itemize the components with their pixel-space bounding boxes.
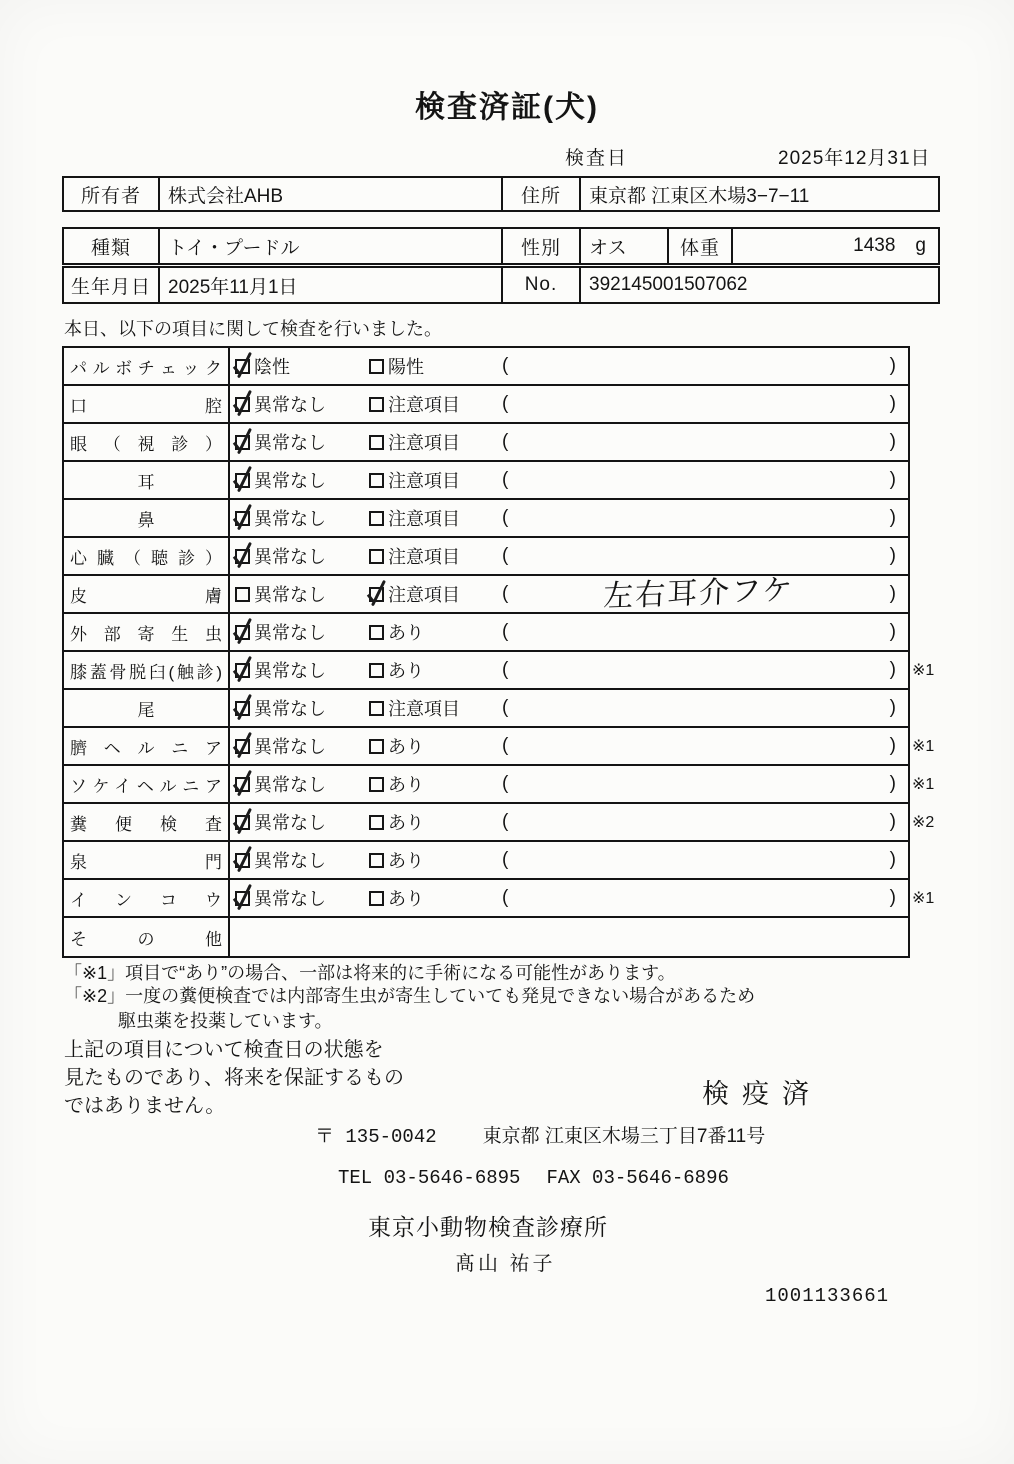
exam-note-parens [502, 348, 896, 384]
exam-option-2-label: あり [388, 661, 424, 681]
weight-value: 1438 [853, 235, 896, 256]
exam-item-cell [64, 652, 230, 688]
exam-item-label: 口腔 [70, 396, 222, 416]
exam-option-1-label: 異常なし [254, 433, 326, 453]
paren-open-glyph: ( [502, 393, 509, 414]
exam-note-parens [502, 386, 896, 422]
paren-close-glyph: ) [889, 849, 896, 870]
exam-note-parens [502, 573, 896, 614]
footnote-2 [64, 984, 755, 1034]
exam-handwritten-note [508, 701, 889, 714]
clinic-address: 東京都 江東区木場三丁目7番11号 [482, 1126, 766, 1147]
exam-item-cell [64, 766, 230, 802]
checkbox-icon [369, 891, 384, 906]
exam-item-label: インコウ [70, 890, 222, 910]
clinic-address-line [315, 1121, 765, 1148]
exam-option-2-label: あり [388, 813, 424, 833]
exam-row [64, 614, 908, 652]
address-label: 住所 [501, 176, 581, 212]
exam-handwritten-note [508, 891, 889, 904]
checkbox-icon [369, 511, 384, 526]
tel-number: TEL 03-5646-6895 [338, 1167, 521, 1189]
exam-option-1-label: 異常なし [254, 699, 326, 719]
exam-option-2 [369, 538, 460, 574]
exam-item-label: 膝蓋骨脱臼(触診) [70, 662, 222, 682]
disclaimer-line1: 上記の項目について検査日の状態を [64, 1039, 384, 1061]
footnote-2-line1: 「※2」一度の糞便検査では内部寄生虫が寄生していても発見できない場合があるため [64, 986, 756, 1006]
fax-number: FAX 03-5646-6896 [546, 1167, 729, 1189]
exam-option-2-label: あり [388, 889, 424, 909]
reference-mark: ※1 [912, 662, 935, 679]
veterinarian-name: 髙山 祐子 [455, 1253, 556, 1275]
checkbox-icon [369, 815, 384, 830]
owner-value: 株式会社AHB [158, 176, 503, 212]
sex-label: 性別 [501, 227, 581, 265]
exam-option-2 [369, 386, 460, 422]
exam-option-2-label: あり [388, 737, 424, 757]
exam-options-cell [230, 918, 908, 956]
exam-item-label: 泉門 [70, 852, 222, 872]
paren-open-glyph: ( [502, 355, 509, 376]
exam-row [64, 652, 935, 690]
paren-open-glyph: ( [502, 469, 509, 490]
exam-options-cell [230, 880, 935, 916]
checkbox-icon [235, 891, 250, 906]
exam-item-cell [64, 690, 230, 726]
paren-open-glyph: ( [502, 887, 509, 908]
exam-option-2 [369, 880, 424, 916]
exam-option-1 [235, 538, 326, 574]
checkbox-icon [369, 663, 384, 678]
birthdate-value: 2025年11月1日 [158, 266, 503, 304]
exam-option-2 [369, 728, 424, 764]
owner-row [62, 176, 940, 212]
checkbox-icon [369, 777, 384, 792]
weight-label: 体重 [667, 227, 733, 265]
number-label: No. [501, 266, 581, 304]
exam-handwritten-note [508, 435, 889, 448]
exam-option-2-label: 注意項目 [388, 699, 460, 719]
paren-close-glyph: ) [889, 887, 896, 908]
checkbox-icon [369, 397, 384, 412]
exam-note-parens [502, 728, 896, 764]
checkbox-icon [235, 473, 250, 488]
checkbox-icon [369, 625, 384, 640]
exam-item-label: 尾 [137, 700, 155, 720]
checkbox-icon [235, 435, 250, 450]
exam-option-1 [235, 766, 326, 802]
exam-handwritten-note [508, 853, 889, 866]
exam-item-cell [64, 918, 230, 956]
exam-option-1 [235, 728, 326, 764]
exam-option-1-label: 異常なし [254, 395, 326, 415]
checkbox-icon [235, 663, 250, 678]
exam-option-2 [369, 614, 424, 650]
exam-item-label: 耳 [137, 472, 155, 492]
exam-handwritten-note [508, 663, 889, 676]
exam-option-2-label: あり [388, 623, 424, 643]
exam-row [64, 880, 935, 918]
checkbox-icon [235, 853, 250, 868]
exam-option-1 [235, 842, 326, 878]
exam-option-2-label: 注意項目 [388, 471, 460, 491]
checkbox-icon [235, 549, 250, 564]
checkbox-icon [235, 397, 250, 412]
paren-open-glyph: ( [502, 583, 509, 604]
checkbox-icon [369, 549, 384, 564]
exam-item-label: 心臓（聴診） [70, 548, 222, 568]
exam-option-1-label: 異常なし [254, 509, 326, 529]
paren-open-glyph: ( [502, 773, 509, 794]
exam-note-parens [502, 880, 896, 916]
exam-option-2-label: あり [388, 775, 424, 795]
exam-note-parens [502, 500, 896, 536]
exam-option-1 [235, 500, 326, 536]
exam-item-cell [64, 424, 230, 460]
exam-item-cell [64, 728, 230, 764]
exam-option-1-label: 異常なし [254, 737, 326, 757]
paren-close-glyph: ) [889, 507, 896, 528]
exam-option-1-label: 異常なし [254, 775, 326, 795]
weight-cell [731, 227, 940, 265]
exam-table [62, 346, 935, 958]
exam-row [64, 804, 935, 842]
exam-note-parens [502, 424, 896, 460]
exam-option-1 [235, 652, 326, 688]
exam-option-2 [369, 462, 460, 498]
paren-open-glyph: ( [502, 545, 509, 566]
checkbox-icon [235, 777, 250, 792]
exam-handwritten-note [508, 739, 889, 752]
exam-item-label: 皮膚 [70, 586, 222, 606]
exam-row [64, 462, 908, 500]
breed-row [62, 227, 940, 265]
reference-mark: ※1 [912, 738, 935, 755]
checkbox-icon [235, 701, 250, 716]
disclaimer-line3: ではありません。 [64, 1095, 226, 1117]
exam-option-2-label: 注意項目 [388, 509, 460, 529]
exam-option-1 [235, 690, 326, 726]
inspection-date-value: 2025年12月31日 [778, 148, 931, 169]
paren-close-glyph: ) [889, 773, 896, 794]
exam-option-2-label: 陽性 [388, 357, 424, 377]
breed-label: 種類 [62, 227, 160, 265]
exam-option-1-label: 異常なし [254, 471, 326, 491]
paren-close-glyph: ) [889, 621, 896, 642]
exam-options-cell [230, 500, 908, 536]
birthdate-label: 生年月日 [62, 266, 160, 304]
exam-options-cell [230, 348, 908, 384]
exam-handwritten-note [508, 359, 889, 372]
document-serial-number: 1001133661 [765, 1285, 890, 1307]
disclaimer-text [64, 1036, 404, 1120]
reference-mark: ※1 [912, 890, 935, 907]
paren-close-glyph: ) [889, 659, 896, 680]
exam-item-cell [64, 348, 230, 384]
exam-option-2 [369, 804, 424, 840]
paren-close-glyph: ) [889, 811, 896, 832]
paren-open-glyph: ( [502, 621, 509, 642]
paren-close-glyph: ) [889, 431, 896, 452]
exam-item-label: 眼（視診） [70, 434, 222, 454]
exam-note-parens [502, 842, 896, 878]
exam-handwritten-note [508, 397, 889, 410]
footnote-1: 「※1」項目で“あり”の場合、一部は将来的に手術になる可能性があります。 [64, 963, 676, 983]
exam-options-cell [230, 462, 908, 498]
quarantine-stamp: 検疫済 [702, 1079, 822, 1109]
paren-open-glyph: ( [502, 507, 509, 528]
exam-item-label: その他 [70, 929, 222, 949]
exam-option-1 [235, 880, 326, 916]
exam-row [64, 424, 908, 462]
breed-value: トイ・プードル [158, 227, 503, 265]
exam-option-2 [369, 766, 424, 802]
exam-row [64, 573, 908, 614]
address-value: 東京都 江東区木場3−7−11 [579, 176, 940, 212]
paren-close-glyph: ) [889, 469, 896, 490]
exam-options-cell [230, 652, 935, 688]
exam-options-cell [230, 728, 935, 764]
exam-row [64, 918, 908, 956]
exam-option-2 [369, 500, 460, 536]
sex-value: オス [579, 227, 669, 265]
exam-options-cell [230, 614, 908, 650]
exam-options-cell [230, 766, 935, 802]
exam-item-cell [64, 462, 230, 498]
number-value: 392145001507062 [579, 266, 940, 304]
checkbox-icon [369, 739, 384, 754]
exam-option-1 [235, 424, 326, 460]
paren-open-glyph: ( [502, 659, 509, 680]
exam-row [64, 728, 935, 766]
exam-option-2 [369, 842, 424, 878]
exam-item-cell [64, 500, 230, 536]
exam-handwritten-note: 左右耳介フケ [602, 573, 796, 614]
exam-handwritten-note [508, 549, 889, 562]
exam-option-2 [369, 652, 424, 688]
paren-open-glyph: ( [502, 697, 509, 718]
exam-option-1 [235, 348, 290, 384]
checkbox-icon [235, 625, 250, 640]
exam-handwritten-note [508, 473, 889, 486]
paren-close-glyph: ) [889, 393, 896, 414]
exam-option-1-label: 異常なし [254, 547, 326, 567]
footnote-2-line2: 駆虫薬を投薬しています。 [118, 1011, 333, 1031]
exam-options-cell [230, 424, 908, 460]
exam-options-cell [230, 538, 908, 574]
checkbox-icon [369, 701, 384, 716]
exam-option-2-label: 注意項目 [388, 395, 460, 415]
checkbox-icon [235, 739, 250, 754]
checkbox-icon [369, 359, 384, 374]
exam-item-label: 糞便検査 [70, 814, 222, 834]
checkbox-icon [235, 587, 250, 602]
checkbox-icon [369, 473, 384, 488]
exam-row [64, 690, 908, 728]
checkbox-icon [235, 359, 250, 374]
exam-handwritten-note [508, 777, 889, 790]
exam-row [64, 538, 908, 576]
exam-item-label: 鼻 [137, 510, 155, 530]
exam-option-1 [235, 462, 326, 498]
paren-close-glyph: ) [889, 735, 896, 756]
tel-fax-line [338, 1167, 729, 1189]
exam-option-1-label: 異常なし [254, 889, 326, 909]
inspection-date-label: 検査日 [565, 148, 629, 169]
exam-options-cell [230, 573, 908, 614]
paren-close-glyph: ) [889, 545, 896, 566]
exam-option-2-label: 注意項目 [388, 433, 460, 453]
exam-note-parens [502, 462, 896, 498]
paren-open-glyph: ( [502, 431, 509, 452]
paren-open-glyph: ( [502, 735, 509, 756]
exam-option-2-label: あり [388, 851, 424, 871]
checkbox-icon [235, 511, 250, 526]
exam-handwritten-note [508, 815, 889, 828]
exam-option-2 [369, 576, 460, 612]
exam-option-1 [235, 386, 326, 422]
exam-note-parens [502, 804, 896, 840]
exam-note-parens [502, 538, 896, 574]
exam-item-cell [64, 576, 230, 612]
exam-item-cell [64, 804, 230, 840]
exam-row [64, 842, 908, 880]
weight-unit: g [915, 235, 926, 256]
exam-row [64, 348, 908, 386]
exam-option-1-label: 異常なし [254, 661, 326, 681]
exam-option-2 [369, 690, 460, 726]
exam-option-1-label: 異常なし [254, 813, 326, 833]
exam-option-1 [235, 614, 326, 650]
birthdate-row [62, 266, 940, 304]
exam-item-label: 外部寄生虫 [70, 624, 222, 644]
exam-option-1-label: 異常なし [254, 851, 326, 871]
owner-label: 所有者 [62, 176, 160, 212]
exam-item-cell [64, 538, 230, 574]
exam-note-parens [502, 614, 896, 650]
exam-options-cell [230, 842, 908, 878]
paren-open-glyph: ( [502, 811, 509, 832]
exam-option-1 [235, 804, 326, 840]
clinic-name: 東京小動物検査診療所 [368, 1214, 608, 1240]
paren-close-glyph: ) [889, 697, 896, 718]
exam-option-2 [369, 424, 460, 460]
document-title: 検査済証(犬) [415, 91, 599, 124]
exam-note-parens [502, 690, 896, 726]
exam-option-1 [235, 576, 326, 612]
disclaimer-line2: 見たものであり、将来を保証するもの [64, 1067, 404, 1089]
checkbox-icon [369, 435, 384, 450]
exam-note-parens [502, 766, 896, 802]
exam-handwritten-note [508, 625, 889, 638]
exam-option-2 [369, 348, 424, 384]
exam-item-label: 臍ヘルニア [70, 738, 222, 758]
exam-row [64, 500, 908, 538]
exam-option-1-label: 陰性 [254, 357, 290, 377]
reference-mark: ※2 [912, 814, 935, 831]
checkbox-icon [369, 587, 384, 602]
exam-handwritten-note [508, 511, 889, 524]
paren-open-glyph: ( [502, 849, 509, 870]
exam-row [64, 766, 935, 804]
exam-option-1-label: 異常なし [254, 623, 326, 643]
exam-item-cell [64, 880, 230, 916]
checkbox-icon [369, 853, 384, 868]
exam-option-2-label: 注意項目 [388, 547, 460, 567]
exam-item-cell [64, 842, 230, 878]
exam-options-cell [230, 690, 908, 726]
paren-close-glyph: ) [889, 583, 896, 604]
checkbox-icon [235, 815, 250, 830]
exam-item-cell [64, 614, 230, 650]
exam-row [64, 386, 908, 424]
postal-code: 〒 135-0042 [315, 1126, 437, 1148]
exam-item-label: ソケイヘルニア [70, 776, 222, 796]
intro-text: 本日、以下の項目に関して検査を行いました。 [64, 319, 442, 339]
reference-mark: ※1 [912, 776, 935, 793]
exam-item-label: パルボチェック [70, 358, 222, 378]
exam-options-cell [230, 804, 935, 840]
paren-close-glyph: ) [889, 355, 896, 376]
exam-option-1-label: 異常なし [254, 585, 326, 605]
exam-option-2-label: 注意項目 [388, 585, 460, 605]
exam-options-cell [230, 386, 908, 422]
exam-note-parens [502, 652, 896, 688]
exam-item-cell [64, 386, 230, 422]
